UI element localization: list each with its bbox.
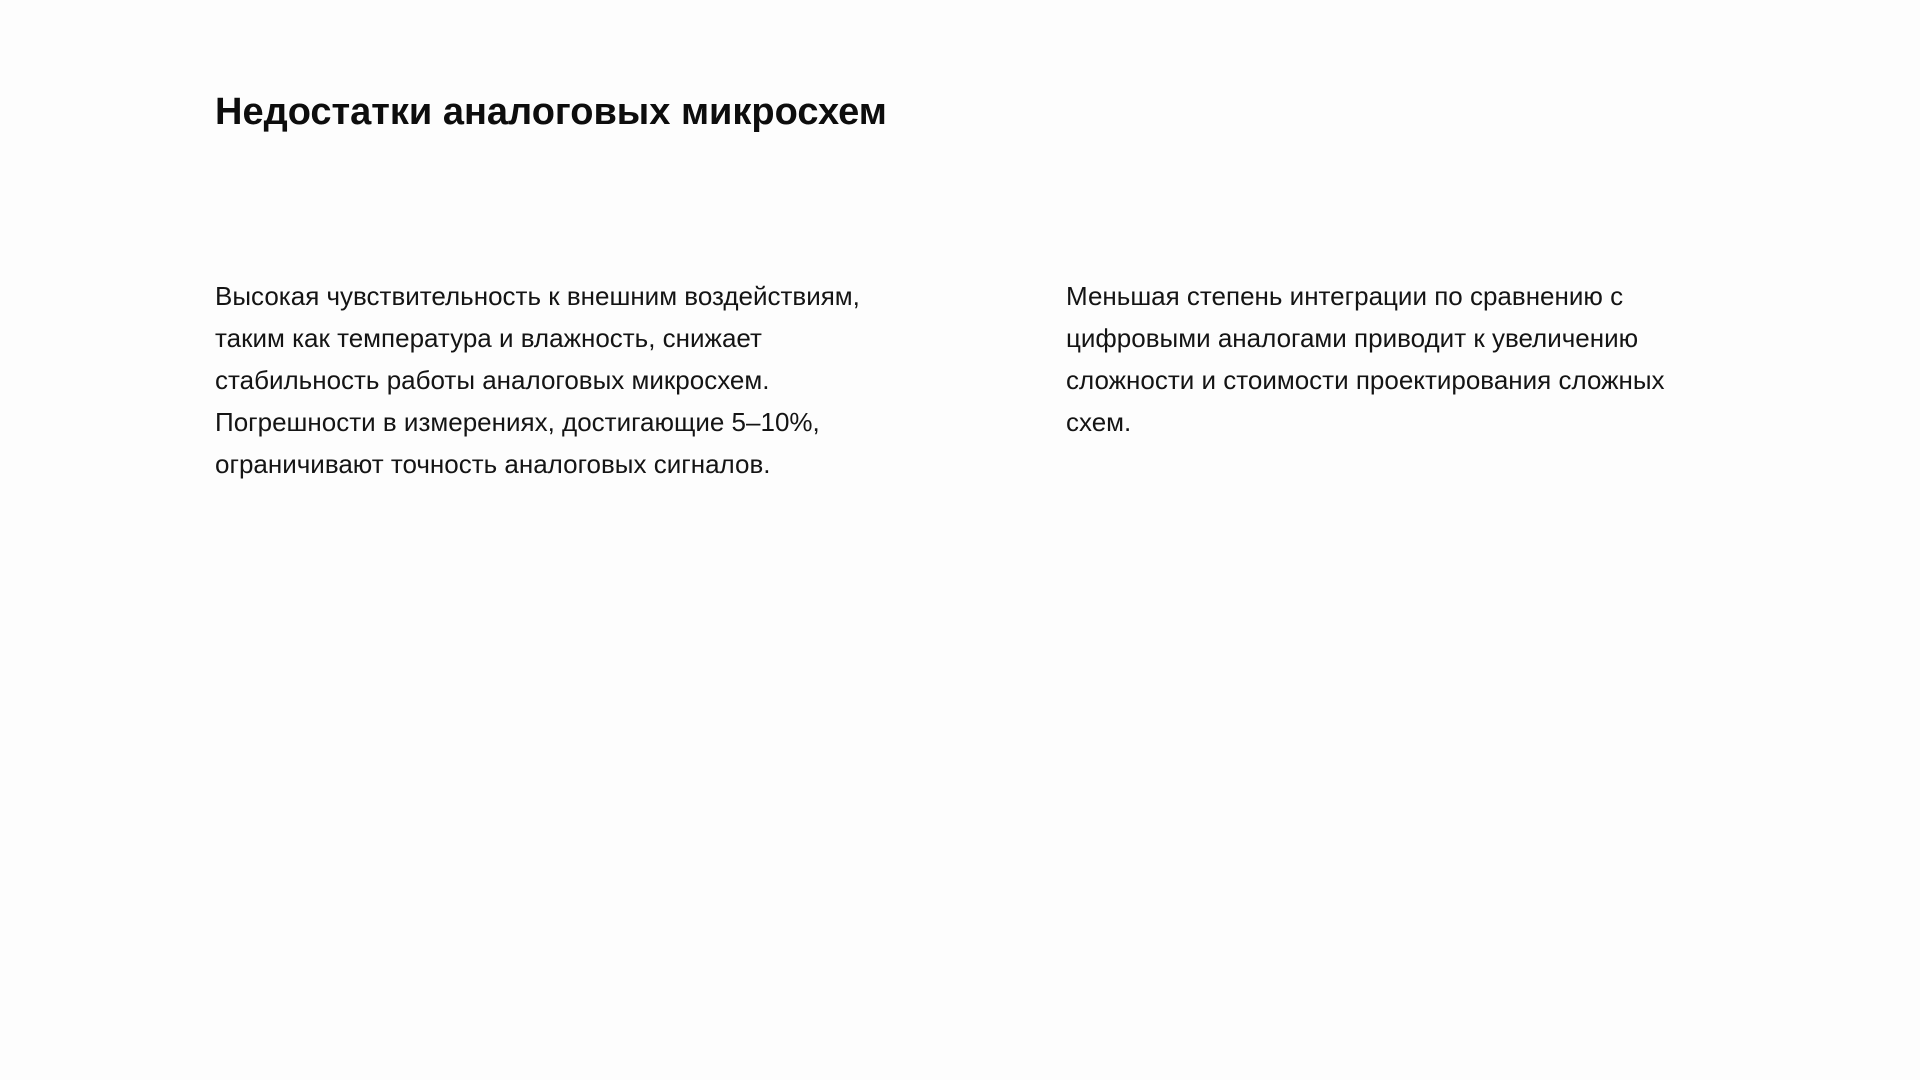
text-column-right: Меньшая степень интеграции по сравнению с цифровыми аналогами приводит к увеличению сложности и стоимости проектирования сложных схем.: [1066, 281, 1665, 437]
slide-title: Недостатки аналоговых микросхем: [215, 91, 887, 133]
text-column-left: Высокая чувствительность к внешним воздействиям, таким как температура и влажность, снижает стабильность работы аналоговых микросхем. Погрешности в измерениях, достигающие 5–10%, ограничивают точность аналоговых сигналов.: [215, 281, 860, 479]
